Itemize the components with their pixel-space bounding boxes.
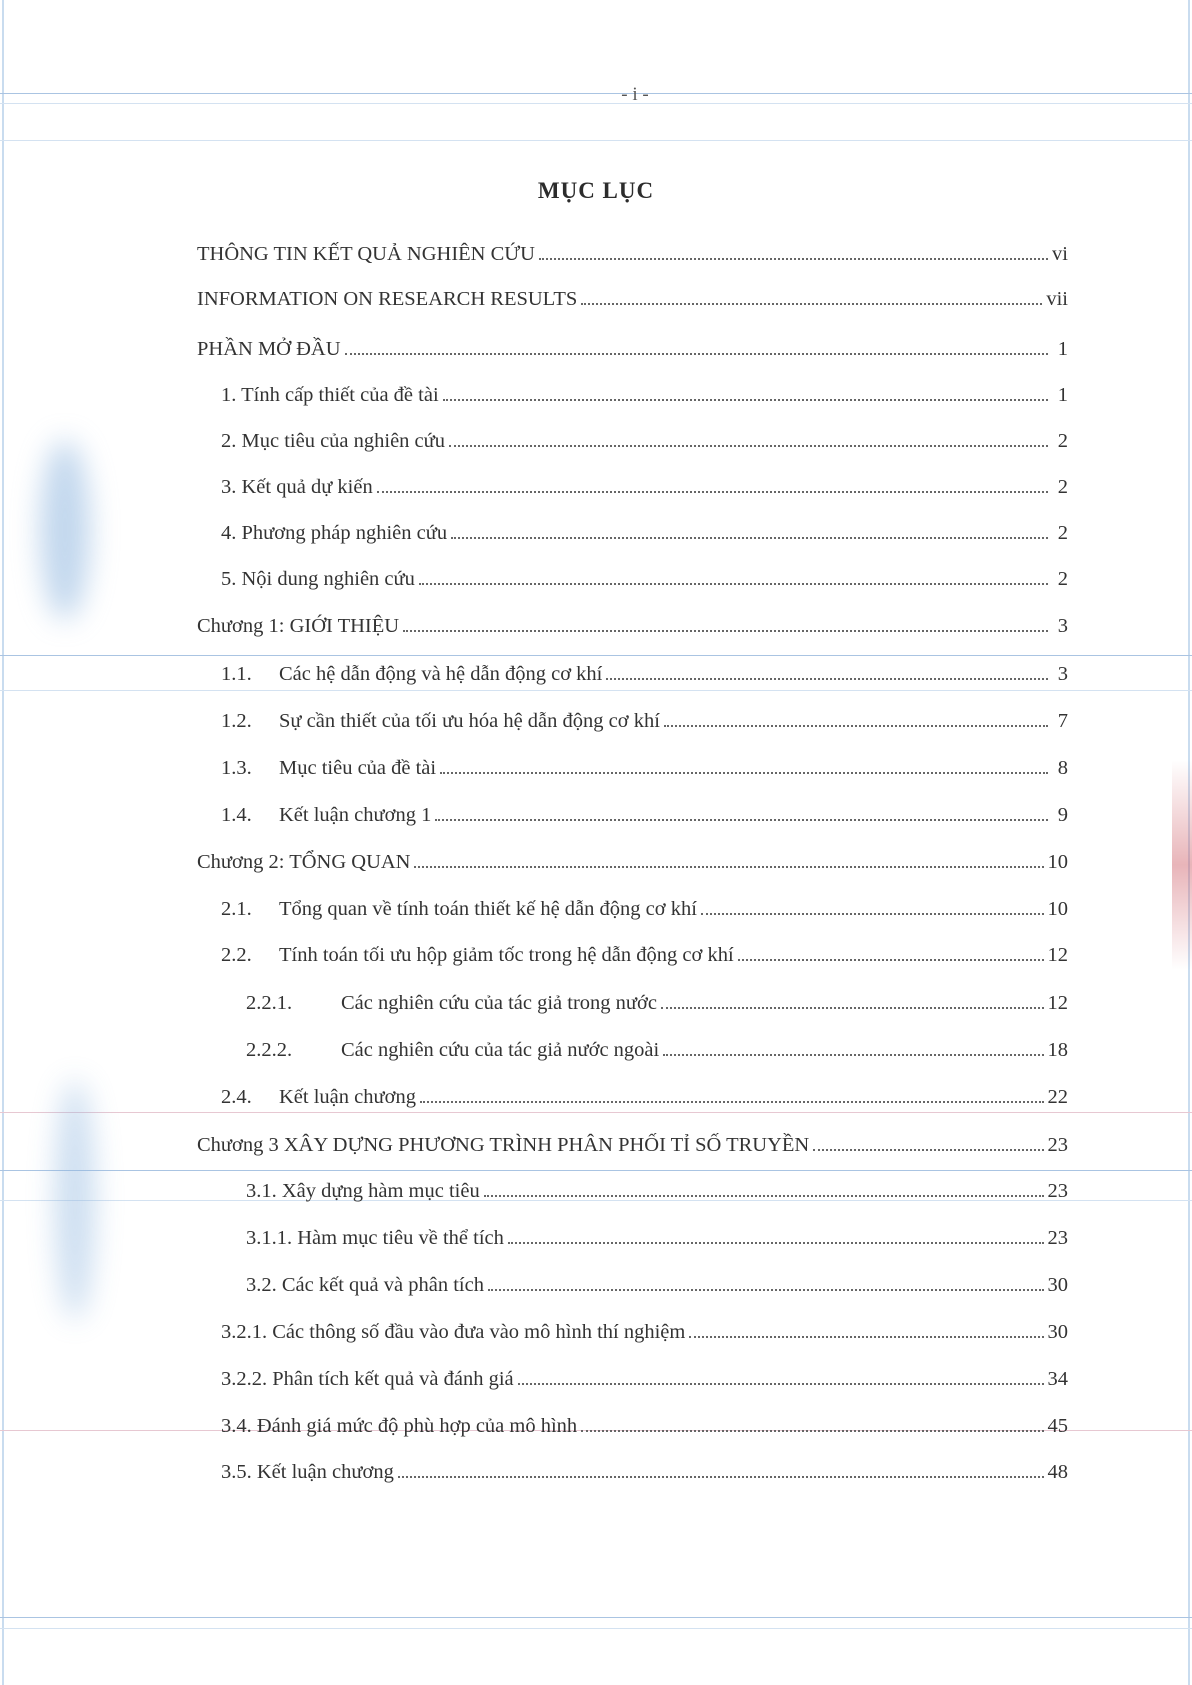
toc-entry-title: 3.1.1. Hàm mục tiêu về thể tích <box>246 1227 504 1249</box>
toc-entry-number: 2.2.1. <box>246 992 293 1014</box>
toc-entry <box>221 509 1068 545</box>
toc-entry <box>221 1448 1068 1484</box>
toc-dot-leader <box>451 537 1048 539</box>
toc-entry-page: vii <box>1046 288 1068 310</box>
toc-dot-leader <box>581 1430 1043 1432</box>
toc-entry-page: 23 <box>1047 1227 1068 1249</box>
toc-entry-title: Các nghiên cứu của tác giả trong nước <box>341 992 657 1014</box>
toc-entry-title: Kết luận chương <box>279 1086 416 1108</box>
toc-entry-title: Các hệ dẫn động và hệ dẫn động cơ khí <box>279 663 603 685</box>
toc-entry-title: Các nghiên cứu của tác giả nước ngoài <box>341 1039 660 1061</box>
toc-entry-title: PHẦN MỞ ĐẦU <box>197 338 341 360</box>
toc-dot-leader <box>403 630 1048 632</box>
toc-entry <box>221 463 1068 499</box>
toc-entry <box>221 371 1068 407</box>
toc-dot-leader <box>443 399 1048 401</box>
toc-entry <box>197 230 1068 266</box>
toc-dot-leader <box>398 1476 1044 1478</box>
toc-entry <box>221 931 1068 967</box>
toc-entry <box>221 1308 1068 1344</box>
toc-dot-leader <box>484 1195 1044 1197</box>
toc-entry-page: 10 <box>1047 851 1068 873</box>
toc-dot-leader <box>661 1007 1044 1009</box>
toc-entry <box>221 744 1068 780</box>
toc-dot-leader <box>581 303 1042 305</box>
toc-entry-page: 23 <box>1047 1134 1068 1156</box>
toc-entry-page: 2 <box>1057 476 1068 498</box>
toc-entry <box>246 979 1068 1015</box>
toc-dot-leader <box>539 258 1048 260</box>
toc-entry-title: 2. Mục tiêu của nghiên cứu <box>221 430 446 452</box>
toc-entry-page: 10 <box>1047 898 1068 920</box>
toc-dot-leader <box>419 583 1048 585</box>
page-number: - i - <box>621 84 649 105</box>
toc-entry-page: 48 <box>1047 1461 1068 1483</box>
toc-dot-leader <box>664 725 1048 727</box>
toc-dot-leader <box>377 491 1048 493</box>
toc-entry-number: 2.1. <box>221 898 252 920</box>
toc-entry <box>221 791 1068 827</box>
toc-entry-page: 30 <box>1047 1274 1068 1296</box>
toc-entry <box>246 1026 1068 1062</box>
toc-dot-leader <box>414 866 1043 868</box>
toc-entry <box>221 1402 1068 1438</box>
page-title: MỤC LỤC <box>537 178 655 203</box>
toc-entry-page: 22 <box>1047 1086 1068 1108</box>
toc-entry-page: 18 <box>1047 1039 1068 1061</box>
toc-entry <box>221 697 1068 733</box>
toc-entry-title: 4. Phương pháp nghiên cứu <box>221 522 448 544</box>
toc-entry <box>221 1073 1068 1109</box>
toc-entry-page: 45 <box>1047 1415 1068 1437</box>
toc-dot-leader <box>701 913 1044 915</box>
toc-entry-number: 1.4. <box>221 804 252 826</box>
toc-entry-title: Chương 1: GIỚI THIỆU <box>197 615 400 637</box>
toc-dot-leader <box>518 1383 1044 1385</box>
toc-entry-number: 2.2. <box>221 944 252 966</box>
toc-entry <box>246 1261 1068 1297</box>
toc-entry-page: 7 <box>1057 710 1068 732</box>
scan-line <box>0 1628 1192 1629</box>
toc-entry-title: Chương 2: TỔNG QUAN <box>197 851 411 873</box>
toc-entry-title: 5. Nội dung nghiên cứu <box>221 568 415 590</box>
toc-entry-title: 3.2.2. Phân tích kết quả và đánh giá <box>221 1368 514 1390</box>
toc-entry-title: Chương 3 XÂY DỰNG PHƯƠNG TRÌNH PHÂN PHỐI TỈ SỐ TRUYỀN <box>197 1134 810 1156</box>
toc-entry <box>197 602 1068 638</box>
toc-entry-number: 2.4. <box>221 1086 252 1108</box>
toc-entry-title: INFORMATION ON RESEARCH RESULTS <box>197 288 578 310</box>
toc-entry-title: 3.4. Đánh giá mức độ phù hợp của mô hình <box>221 1415 578 1437</box>
toc-entry <box>197 838 1068 874</box>
toc-entry <box>197 325 1068 361</box>
toc-dot-leader <box>435 819 1048 821</box>
toc-entry-page: 12 <box>1047 992 1068 1014</box>
toc-entry-number: 1.1. <box>221 663 252 685</box>
toc-dot-leader <box>508 1242 1044 1244</box>
toc-entry <box>221 650 1068 686</box>
toc-entry-page: 2 <box>1057 522 1068 544</box>
toc-entry <box>197 1121 1068 1157</box>
toc-dot-leader <box>813 1149 1043 1151</box>
toc-entry-title: Sự cần thiết của tối ưu hóa hệ dẫn động cơ khí <box>279 710 660 732</box>
toc-entry-title: 1. Tính cấp thiết của đề tài <box>221 384 439 406</box>
scan-line <box>0 690 1192 691</box>
toc-dot-leader <box>440 772 1048 774</box>
toc-dot-leader <box>345 353 1048 355</box>
toc-entry-title: 3. Kết quả dự kiến <box>221 476 373 498</box>
toc-entry-page: 9 <box>1057 804 1068 826</box>
toc-entry-title: Mục tiêu của đề tài <box>279 757 437 779</box>
scan-smudge <box>55 1080 95 1320</box>
toc-dot-leader <box>689 1336 1043 1338</box>
toc-entry-title: 3.1. Xây dựng hàm mục tiêu <box>246 1180 480 1202</box>
toc-entry-page: 2 <box>1057 430 1068 452</box>
toc-entry <box>221 885 1068 921</box>
toc-dot-leader <box>488 1289 1044 1291</box>
toc-dot-leader <box>449 445 1048 447</box>
scan-edge-left <box>2 0 4 1685</box>
scan-line <box>0 1112 1192 1113</box>
toc-dot-leader <box>606 678 1048 680</box>
toc-entry-page: 2 <box>1057 568 1068 590</box>
scan-smudge <box>40 440 90 620</box>
toc-entry-page: 3 <box>1057 615 1068 637</box>
toc-entry-page: 8 <box>1057 757 1068 779</box>
toc-entry-page: 23 <box>1047 1180 1068 1202</box>
toc-entry-title: 3.5. Kết luận chương <box>221 1461 394 1483</box>
toc-entry <box>221 417 1068 453</box>
toc-entry-page: 1 <box>1057 384 1068 406</box>
side-stamp-mark <box>1172 760 1192 970</box>
toc-dot-leader <box>738 959 1044 961</box>
scan-line <box>0 1617 1192 1618</box>
toc-entry-title: Kết luận chương 1 <box>279 804 432 826</box>
toc-entry-number: 1.2. <box>221 710 252 732</box>
toc-dot-leader <box>663 1054 1043 1056</box>
toc-entry-title: 3.2.1. Các thông số đầu vào đưa vào mô hình thí nghiệm <box>221 1321 686 1343</box>
toc-entry-page: 30 <box>1047 1321 1068 1343</box>
scan-line <box>0 140 1192 141</box>
toc-entry-page: 34 <box>1047 1368 1068 1390</box>
toc-dot-leader <box>420 1101 1044 1103</box>
toc-entry-title: Tổng quan về tính toán thiết kế hệ dẫn động cơ khí <box>279 898 697 920</box>
toc-entry-number: 2.2.2. <box>246 1039 293 1061</box>
toc-entry-page: vi <box>1052 243 1068 265</box>
toc-entry-page: 3 <box>1057 663 1068 685</box>
toc-entry-page: 12 <box>1047 944 1068 966</box>
toc-entry-title: Tính toán tối ưu hộp giảm tốc trong hệ dẫn động cơ khí <box>279 944 734 966</box>
toc-entry-page: 1 <box>1057 338 1068 360</box>
toc-entry <box>221 1355 1068 1391</box>
toc-entry <box>246 1214 1068 1250</box>
toc-entry <box>246 1167 1068 1203</box>
toc-entry <box>221 555 1068 591</box>
toc-entry-number: 1.3. <box>221 757 252 779</box>
toc-entry-title: THÔNG TIN KẾT QUẢ NGHIÊN CỨU <box>197 243 535 265</box>
toc-entry <box>197 275 1068 311</box>
toc-entry-title: 3.2. Các kết quả và phân tích <box>246 1274 484 1296</box>
